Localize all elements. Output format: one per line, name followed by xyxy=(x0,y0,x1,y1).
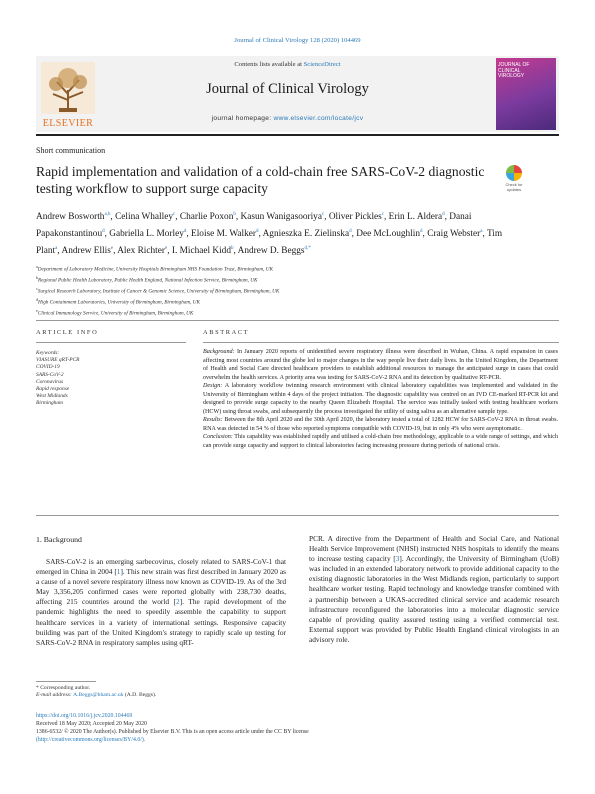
author-affiliation-marker[interactable]: d xyxy=(349,228,352,234)
journal-homepage: journal homepage: www.elsevier.com/locate/jcv xyxy=(211,115,364,122)
reference-link[interactable]: 2 xyxy=(176,597,180,607)
abstract-conclusion: Conclusion: This capability was established rapidly and utilised a cold-chain free methodology, applicable to a wide range of settings, and which can provide surge capacity and support to clinical laboratories facing increasing pressure during periods of national crisis. xyxy=(203,434,558,449)
author-name[interactable]: Andrew Ellis xyxy=(61,245,111,256)
abstract-rule xyxy=(203,342,559,343)
reference-link[interactable]: 1 xyxy=(116,567,121,577)
author-affiliation-marker[interactable]: d xyxy=(420,228,423,234)
author-name[interactable]: Alex Richter xyxy=(117,245,165,256)
masthead-rule xyxy=(36,134,559,136)
license-link[interactable]: (http://creativecommons.org/licenses/BY/4.0/). xyxy=(36,737,146,743)
body-column-left: SARS-CoV-2 is an emerging sarbecovirus, closely related to SARS-CoV-1 that emerged in China in 2004 [1]. This new strain was first described in January 2020 as a cause of a novel severe respiratory illness now known as COVID-19. As of the 3rd May 3,356,205 confirmed cases were reported globally with 238,730 deaths, affecting 215 countries around the world [2]. The rapid development of the pandemic highlights the need to speedily assemble the capability to support healthcare services in a variety of international settings. Responsive capacity building was part of the United Kingdom's strategy to rapidly scale up testing for SARS-CoV-2 RNA in respiratory samples using qRT- xyxy=(36,557,287,647)
article-title: Rapid implementation and validation of a cold-chain free SARS-CoV-2 diagnostic testing workflow to support surge capacity xyxy=(36,164,485,196)
article-type: Short communication xyxy=(36,146,106,155)
author-affiliation-marker[interactable]: c xyxy=(321,212,325,217)
author-name[interactable]: Kasun Wanigasooriya xyxy=(240,212,322,223)
article-info-rule xyxy=(36,342,186,343)
author-name[interactable]: Erin L. Aldera xyxy=(388,212,443,223)
abstract-bottom-rule xyxy=(36,515,559,516)
author-affiliation-marker[interactable]: a xyxy=(55,245,58,251)
author-name[interactable]: Celina Whalley xyxy=(115,212,173,223)
keywords-block xyxy=(36,350,186,408)
keywords-label: Keywords: xyxy=(36,350,60,356)
affiliation-item: $^a$Department of Laboratory Medicine, University Hospitals Birmingham NHS Foundation Trust, Birmingham, UK xyxy=(36,264,273,273)
email-link[interactable]: A.Beggs@bham.ac.uk xyxy=(73,692,124,699)
author-affiliation-marker[interactable]: b xyxy=(230,245,234,251)
keyword-item: VIASURE qRT-PCR xyxy=(36,357,80,364)
check-for-updates-label[interactable]: Check for updates xyxy=(505,182,523,192)
journal-homepage-link[interactable]: www.elsevier.com/locate/jcv xyxy=(273,115,364,122)
abstract-background: Background: In January 2020 reports of unidentified severe respiratory illness were described in Wuhan, China. A rapid expansion in cases affecting most countries around the globe led to major changes in the way people live their daily lives. In the United Kingdom, the Department of Health and Social Care directed healthcare providers to establish additional resources to manage the anticipated surge in cases that could overwhelm the health services. A priority area was testing for SARS-CoV-2 RNA and its detection by qualitative RT-PCR. xyxy=(203,349,558,381)
abstract-header: ABSTRACT xyxy=(203,329,250,336)
author-list: Andrew Bosworth$^{a,b}$, Celina Whalley$^c$, Charlie Poxon$^b$, Kasun Wanigasooriya$^c$, Oliver Pickles$^c$, Erin L. Aldera$^d$, Danai Papakonstantinou$^d$, Gabriella L. Morley$^d$, Eloise M. Walker$^d$, Agnieszka E. Zielinska$^d$, Dee McLoughlin$^d$, Craig Webster$^a$, Tim Plant$^a$, Andrew Ellis$^e$, Alex Richter$^e$, I. Michael Kidd$^b$, Andrew D. Beggs$^{d,*}$ xyxy=(36,212,503,256)
keyword-item: Birmingham xyxy=(36,400,63,407)
header-divider xyxy=(36,320,559,321)
author-affiliation-marker[interactable]: e xyxy=(110,245,114,251)
license-text: 1386-6532/ © 2020 The Author(s). Published by Elsevier B.V. This is an open access article under the CC BY license xyxy=(36,729,309,735)
received-dates: Received 18 May 2020; Accepted 20 May 2020 xyxy=(36,721,147,727)
article-info-header: ARTICLE INFO xyxy=(36,329,99,336)
author-name[interactable]: Dee McLoughlin xyxy=(356,228,421,239)
keyword-item: Rapid response xyxy=(36,386,70,393)
author-name[interactable]: Tim Plant xyxy=(36,228,503,256)
sciencedirect-link[interactable]: ScienceDirect xyxy=(303,61,341,68)
affiliation-item: $^c$Surgical Research Laboratory, Institute of Cancer & Genomic Science, University of Birmingham, Birmingham, UK xyxy=(36,285,280,295)
publisher-logo-text: ELSEVIER xyxy=(42,118,94,129)
journal-title: Journal of Clinical Virology xyxy=(206,81,369,97)
author-name[interactable]: Andrew D. Beggs xyxy=(237,245,305,256)
author-affiliation-marker[interactable]: b xyxy=(233,212,236,217)
keyword-item: COVID-19 xyxy=(36,364,60,371)
corresponding-author: * Corresponding author. xyxy=(36,685,91,691)
author-name[interactable]: Charlie Poxon xyxy=(179,212,234,223)
author-affiliation-marker[interactable]: d xyxy=(442,212,445,217)
author-name[interactable]: Oliver Pickles xyxy=(328,212,382,223)
contents-line: Contents lists available at ScienceDirect xyxy=(234,61,341,68)
author-affiliation-marker[interactable]: c xyxy=(381,212,385,217)
footnote: * Corresponding author. E-mail address: A.Beggs@bham.ac.uk (A.D. Beggs). xyxy=(36,685,336,700)
section-heading: 1. Background xyxy=(36,535,82,544)
author-affiliation-marker[interactable]: d xyxy=(183,228,187,234)
author-affiliation-marker[interactable]: e xyxy=(164,245,168,251)
author-name[interactable]: Craig Webster xyxy=(427,228,481,239)
keyword-item: Coronavirus xyxy=(36,378,64,385)
author-name[interactable]: Agnieszka E. Zielinska xyxy=(262,228,350,239)
abstract-results: Results: Between the 8th April 2020 and the 30th April 2020, the laboratory tested a total of 1282 HCW for SARS-CoV-2 RNA in throat swabs. RNA was detected in 54 % of those who reported symptoms compatible with COVID-19, but in only 4% who were asymptomatic. xyxy=(203,417,558,432)
affiliation-list xyxy=(36,263,556,318)
abstract-text xyxy=(203,348,558,450)
keyword-item: SARS-CoV-2 xyxy=(36,371,64,378)
journal-cover-text: JOURNAL OF CLINICAL VIROLOGY xyxy=(498,62,530,80)
journal-reference[interactable]: Journal of Clinical Virology 128 (2020) 104469 xyxy=(234,37,361,44)
author-affiliation-marker[interactable]: a xyxy=(480,228,483,234)
footnote-rule xyxy=(36,681,96,682)
reference-link[interactable]: 3 xyxy=(395,554,400,564)
author-name[interactable]: Andrew Bosworth xyxy=(36,212,105,223)
article-footer xyxy=(36,712,556,744)
author-name[interactable]: Danai Papakonstantinou xyxy=(36,212,472,239)
body-column-right: PCR. A directive from the Department of Health and Social Care, and National Health Service Improvement (NHSI) instructed NHS hospitals to identify the means to increase testing capacity [3]. Accordingly, the University of Birmingham (UoB) was included in an extended laboratory network to provide additional capacity to the existing diagnostic laboratories in the West Midlands region, particularly to support healthcare worker testing. Rapid technology and knowledge transfer combined with a partnership between a UKAS-accredited clinical service and academic research infrastructure reconfigured the laboratories into a molecular diagnostic service capable of providing quality assured testing using a verified commercial test. External support was provided by Public Health England clinical virologists in an advisory role. xyxy=(309,534,559,644)
check-for-updates-icon[interactable] xyxy=(506,165,522,181)
author-affiliation-marker[interactable]: d,* xyxy=(304,245,311,251)
author-affiliation-marker[interactable]: d xyxy=(255,228,259,234)
affiliation-item: $^e$Clinical Immunology Service, University of Birmingham, Birmingham, UK xyxy=(36,307,194,317)
keyword-item: West Midlands xyxy=(36,393,68,400)
affiliation-item: $^d$High Containment Laboratories, University of Birmingham, Birmingham, UK xyxy=(36,296,200,306)
affiliation-item: $^b$Regional Public Health Laboratory, Public Health England, National Infection Service, Birmingham, UK xyxy=(36,274,258,284)
author-affiliation-marker[interactable]: a,b xyxy=(104,212,111,217)
author-name[interactable]: Eloise M. Walker xyxy=(191,228,256,239)
author-name[interactable]: Gabriella L. Morley xyxy=(109,228,184,239)
author-name[interactable]: I. Michael Kidd xyxy=(171,245,231,256)
abstract-design: Design: A laboratory workflow twinning research environment with clinical laboratory capabilities was implemented and validated in the University of Birmingham within 4 days of the project initiation. The diagnostic capability was centred on an IVD CE-marked RT-PCR kit and designed to provide surge capacity to the nearby Queen Elizabeth Hospital. The service was initially tasked with testing healthcare workers (HCW) using throat swabs, and subsequently the process investigated the utility of using saliva as an alternative sample type. xyxy=(203,383,558,415)
doi-link[interactable]: https://doi.org/10.1016/j.jcv.2020.104469 xyxy=(36,713,133,719)
author-affiliation-marker[interactable]: d xyxy=(102,228,105,234)
author-affiliation-marker[interactable]: c xyxy=(173,212,176,217)
